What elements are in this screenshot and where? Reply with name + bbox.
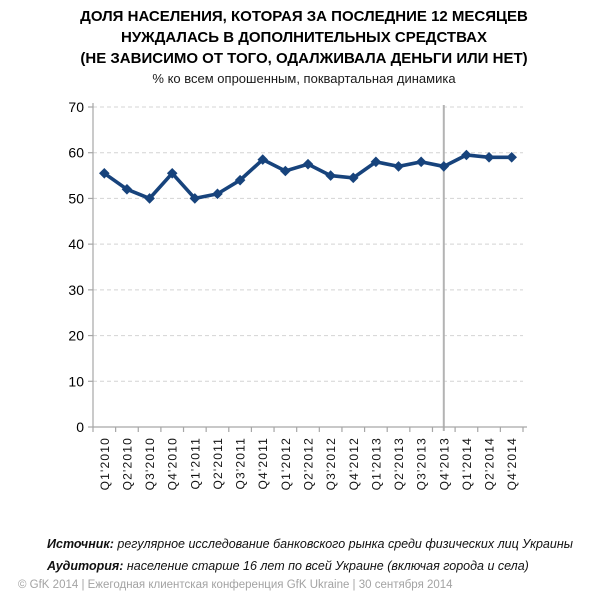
x-axis-label: Q1'2010 bbox=[97, 437, 112, 491]
source-note bbox=[47, 537, 573, 551]
x-axis-label: Q4'2012 bbox=[346, 437, 361, 491]
x-axis-label: Q3'2011 bbox=[233, 437, 248, 490]
x-axis-label: Q4'2011 bbox=[256, 437, 271, 490]
data-point bbox=[506, 152, 517, 163]
x-axis-label: Q1'2014 bbox=[459, 436, 474, 491]
y-axis-label: 50 bbox=[68, 190, 84, 207]
x-axis-label: Q2'2013 bbox=[392, 437, 407, 491]
chart-subtitle: % ко всем опрошенным, поквартальная динамика bbox=[152, 71, 456, 86]
y-axis-label: 20 bbox=[68, 327, 84, 344]
x-axis-label: Q1'2012 bbox=[278, 437, 293, 491]
x-axis-label: Q3'2010 bbox=[143, 437, 158, 491]
x-axis-label: Q4'2014 bbox=[505, 437, 520, 491]
y-axis-label: 60 bbox=[68, 144, 84, 161]
data-point bbox=[393, 161, 404, 172]
x-axis-label: Q4'2010 bbox=[165, 437, 180, 491]
source-text: регулярное исследование банковского рынка среди физических лиц Украины bbox=[113, 537, 573, 551]
chart-title bbox=[0, 6, 608, 69]
x-axis-label: Q2'2010 bbox=[120, 437, 135, 491]
y-axis-label: 70 bbox=[68, 99, 84, 115]
x-axis-label: Q2'2011 bbox=[210, 437, 225, 490]
x-axis-label: Q2'2014 bbox=[482, 436, 497, 491]
y-axis-label: 10 bbox=[68, 373, 84, 390]
source-label: Источник: bbox=[47, 537, 114, 551]
x-axis-label: Q2'2012 bbox=[301, 437, 316, 491]
audience-label: Аудитория: bbox=[47, 559, 124, 573]
x-axis-label: Q3'2012 bbox=[324, 437, 339, 491]
line-chart bbox=[0, 93, 608, 518]
copyright-note: © GfK 2014 | Ежегодная клиентская конференция GfK Ukraine | 30 сентября 2014 bbox=[18, 579, 453, 591]
x-axis-label: Q3'2013 bbox=[414, 437, 429, 491]
data-point bbox=[416, 157, 427, 168]
y-axis-label: 40 bbox=[68, 236, 84, 253]
x-axis-label: Q4'2013 bbox=[437, 437, 452, 491]
chart-title-line-1: ДОЛЯ НАСЕЛЕНИЯ, КОТОРАЯ ЗА ПОСЛЕДНИЕ 12 МЕСЯЦЕВ bbox=[80, 8, 528, 25]
x-axis-label: Q1'2013 bbox=[369, 437, 384, 491]
audience-note bbox=[47, 559, 529, 573]
data-point bbox=[484, 152, 495, 163]
audience-text: население старше 16 лет по всей Украине (включая города и села) bbox=[123, 559, 529, 573]
y-axis-label: 0 bbox=[76, 419, 84, 435]
y-axis-label: 30 bbox=[68, 281, 84, 298]
x-axis-label: Q1'2011 bbox=[188, 437, 203, 490]
chart-title-line-3: (НЕ ЗАВИСИМО ОТ ТОГО, ОДАЛЖИВАЛА ДЕНЬГИ ИЛИ НЕТ) bbox=[80, 50, 528, 67]
chart-title-line-2: НУЖДАЛАСЬ В ДОПОЛНИТЕЛЬНЫХ СРЕДСТВАХ bbox=[121, 29, 487, 46]
